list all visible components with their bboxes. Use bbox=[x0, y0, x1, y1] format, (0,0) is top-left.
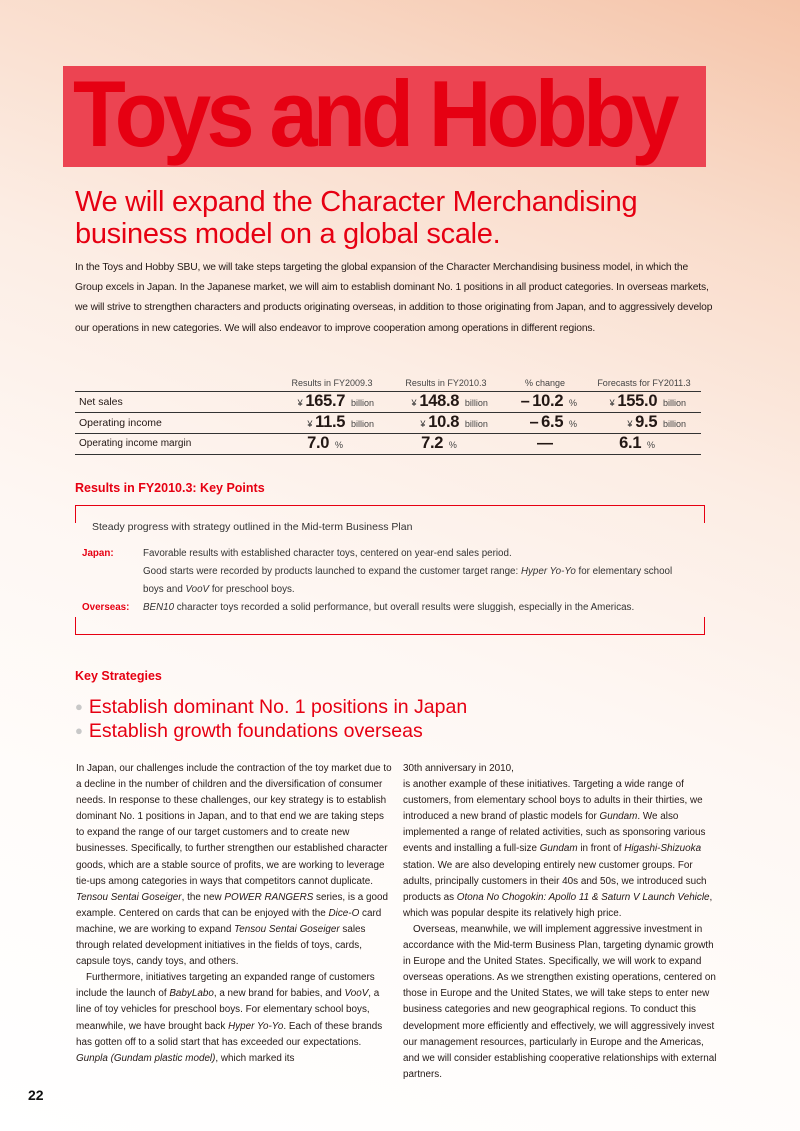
cell-change: – 6.5 % bbox=[503, 412, 587, 433]
body-paragraph: In Japan, our challenges include the contraction of the toy market due to a decline in the number of children and the diversification of consumer needs. In response to these challenges, our key strategy is to establish dominant No. 1 positions in Japan, and to that end we are taking steps to expand the range of our target customers and to create new businesses. Specifically, to further strengthen our established character goods, which are a stable source of profits, we are working to leverage tie-ups among categories in ways that competitors cannot duplicate. Tensou Sentai Goseiger, the new POWER RANGERS series, is a good example. Centered on cards that can be enjoyed with the Dice-O card machine, we are working to expand Tensou Sentai Goseiger sales through related development initiatives in the fields of toys, cards, capsule toys, candy toys, and others. bbox=[76, 763, 392, 968]
body-paragraph: 30th anniversary in 2010, is another example of these initiatives. Targeting a wide range of customers, from elementary school boys to adults in their thirties, we introduced a new brand of plastic models for Gundam. We also implemented a range of related activities, such as sponsoring various events and installing a full-size Gundam in front of Higashi-Shizuoka station. We are also developing entirely new customer groups. For adults, principally customers in their 40s and 50s, we introduced such products as Otona No Chogokin: Apollo 11 & Saturn V Launch Vehicle, which was popular despite its relatively high price. bbox=[403, 763, 713, 919]
bullet-icon: ● bbox=[75, 699, 83, 714]
body-paragraph: Overseas, meanwhile, we will implement aggressive investment in accordance with the Mid-term Business Plan, targeting dynamic growth in Europe and the United States. Specifically, we will work to expand overseas operations. As we strengthen existing operations, centered on those in Europe and the United States, we will take steps to enter new business categories and new geographical regions. To conduct this development more efficiently and effectively, we will aggressively invest our management resources, particularly in Europe and the Americas, and we will consider establishing cooperative relationships with external partners. bbox=[403, 923, 717, 1080]
cell-fy2009: ¥ 11.5 billion bbox=[275, 412, 389, 433]
column-header-fy2010: Results in FY2010.3 bbox=[389, 375, 503, 391]
page-title: Toys and Hobby bbox=[73, 61, 675, 166]
key-strategies-list bbox=[75, 695, 467, 743]
intro-paragraph: In the Toys and Hobby SBU, we will take steps targeting the global expansion of the Character Merchandising business model, in which the Group excels in Japan. In the Japanese market, we will aim to establish dominant No. 1 positions in all product categories. In overseas markets, we will strive to strengthen characters and products originating overseas, in addition to those originating from Japan, and to aggressively develop our operations in new categories. We will also endeavor to improve cooperation among operations in different regions. bbox=[75, 262, 713, 334]
cell-fy2009: ¥ 165.7 billion bbox=[275, 391, 389, 412]
cell-change: — bbox=[503, 433, 587, 454]
body-column-right bbox=[403, 761, 721, 1083]
row-label: Net sales bbox=[75, 391, 275, 412]
column-header-fy2009: Results in FY2009.3 bbox=[275, 375, 389, 391]
title-banner bbox=[63, 61, 706, 167]
cell-fy2011: ¥ 155.0 billion bbox=[587, 391, 701, 412]
table-header-row bbox=[75, 375, 701, 391]
box-bracket-bottom bbox=[75, 617, 705, 635]
row-label: Operating income margin bbox=[75, 433, 275, 454]
headline-line-2: business model on a global scale. bbox=[75, 218, 501, 250]
cell-fy2010: 7.2 % bbox=[389, 433, 503, 454]
table-row-net-sales bbox=[75, 391, 701, 412]
strategy-item: ● Establish growth foundations overseas bbox=[75, 720, 423, 742]
column-header-change: % change bbox=[503, 375, 587, 391]
results-table bbox=[75, 375, 701, 455]
key-points-box bbox=[75, 505, 705, 635]
key-strategies-heading: Key Strategies bbox=[75, 669, 162, 683]
key-point-japan: Japan: Favorable results with established character toys, centered on year-end sales period. bbox=[82, 545, 512, 563]
cell-change: – 10.2 % bbox=[503, 391, 587, 412]
bullet-icon: ● bbox=[75, 723, 83, 738]
japan-label: Japan: bbox=[82, 548, 114, 559]
cell-fy2010: ¥ 148.8 billion bbox=[389, 391, 503, 412]
column-header-label bbox=[75, 375, 275, 391]
headline bbox=[75, 186, 715, 250]
cell-fy2011: ¥ 9.5 billion bbox=[587, 412, 701, 433]
key-point-overseas: Overseas: BEN10 character toys recorded a solid performance, but overall results were sluggish, especially in the Americas. bbox=[82, 599, 634, 617]
key-point-japan-line-3: boys and VooV for preschool boys. bbox=[143, 584, 295, 595]
strategy-item: ● Establish dominant No. 1 positions in Japan bbox=[75, 696, 468, 718]
row-label: Operating income bbox=[75, 412, 275, 433]
overseas-label: Overseas: bbox=[82, 602, 130, 613]
cell-fy2009: 7.0 % bbox=[275, 433, 389, 454]
table-row-operating-margin bbox=[75, 433, 701, 454]
column-header-fy2011: Forecasts for FY2011.3 bbox=[587, 375, 701, 391]
cell-fy2010: ¥ 10.8 billion bbox=[389, 412, 503, 433]
key-points-lead: Steady progress with strategy outlined in the Mid-term Business Plan bbox=[92, 521, 413, 533]
cell-fy2011: 6.1 % bbox=[587, 433, 701, 454]
key-points-heading: Results in FY2010.3: Key Points bbox=[75, 481, 265, 495]
body-paragraph: Furthermore, initiatives targeting an expanded range of customers include the launch of BabyLabo, a new brand for babies, and VooV, a line of toy vehicles for preschool boys. For elementary school boys, meanwhile, we have brought back Hyper Yo-Yo. Each of these brands has gotten off to a solid start that has exceeded our expectations. Gunpla (Gundam plastic model), which marked its bbox=[76, 972, 383, 1064]
headline-line-1: We will expand the Character Merchandising bbox=[75, 186, 638, 218]
page-number: 22 bbox=[28, 1087, 44, 1103]
key-point-japan-line-2: Good starts were recorded by products launched to expand the customer target range: Hyper Yo-Yo for elementary school bbox=[143, 566, 673, 577]
table-row-operating-income bbox=[75, 412, 701, 433]
body-column-left bbox=[76, 761, 394, 1067]
